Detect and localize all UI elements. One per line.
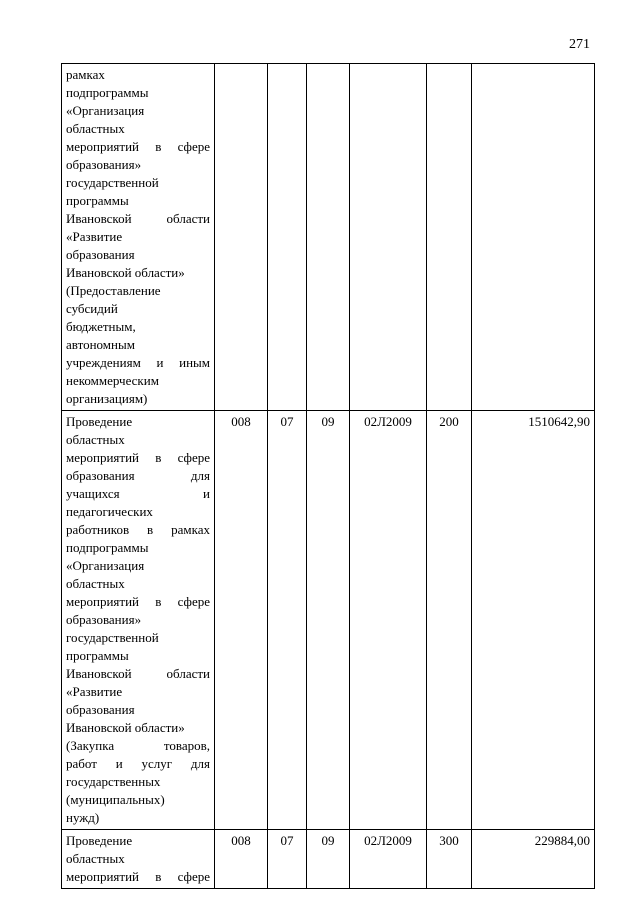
- description-line: Проведение: [66, 833, 133, 848]
- description-line: областных: [66, 121, 125, 136]
- target-article-code: 02Л2009: [350, 411, 427, 830]
- budget-table: [61, 63, 595, 889]
- description-line: учащихся и: [66, 486, 210, 501]
- table-row: [62, 64, 595, 411]
- description-line: государственной: [66, 175, 159, 190]
- description-line: «Организация: [66, 103, 145, 118]
- ministry-code: 008: [215, 411, 268, 830]
- expense-type-code: 300: [427, 830, 472, 889]
- description-line: некоммерческим: [66, 373, 159, 388]
- description-line: образования: [66, 247, 135, 262]
- description-line: Ивановской области: [66, 666, 210, 681]
- section-code: [268, 64, 307, 411]
- description-line: (Закупка товаров,: [66, 738, 210, 753]
- description-line: мероприятий в сфере: [66, 869, 210, 884]
- amount-value: 229884,00: [472, 830, 595, 889]
- description-line: образования»: [66, 612, 142, 627]
- description-line: работников в рамках: [66, 522, 210, 537]
- description-line: учреждениям и иным: [66, 355, 210, 370]
- page-number: 271: [569, 37, 590, 52]
- section-code: 07: [268, 830, 307, 889]
- description-line: программы: [66, 193, 129, 208]
- subsection-code: [307, 64, 350, 411]
- subsection-code: 09: [307, 411, 350, 830]
- description-line: (муниципальных): [66, 792, 165, 807]
- ministry-code: [215, 64, 268, 411]
- description-line: бюджетным,: [66, 319, 136, 334]
- description-line: «Развитие: [66, 229, 123, 244]
- description-line: автономным: [66, 337, 135, 352]
- amount-value: [472, 64, 595, 411]
- description-line: Ивановской области: [66, 211, 210, 226]
- expense-description: [62, 830, 215, 889]
- description-line: мероприятий в сфере: [66, 139, 210, 154]
- description-line: образования для: [66, 468, 210, 483]
- target-article-code: [350, 64, 427, 411]
- description-line: областных: [66, 851, 125, 866]
- description-line: субсидий: [66, 301, 118, 316]
- table-row: [62, 830, 595, 889]
- description-line: Ивановской области»: [66, 265, 185, 280]
- description-line: образования: [66, 702, 135, 717]
- description-line: государственной: [66, 630, 159, 645]
- section-code: 07: [268, 411, 307, 830]
- description-line: подпрограммы: [66, 540, 149, 555]
- ministry-code: 008: [215, 830, 268, 889]
- description-line: программы: [66, 648, 129, 663]
- expense-description: [62, 64, 215, 411]
- expense-type-code: [427, 64, 472, 411]
- target-article-code: 02Л2009: [350, 830, 427, 889]
- expense-type-code: 200: [427, 411, 472, 830]
- description-line: Проведение: [66, 414, 133, 429]
- expense-description: [62, 411, 215, 830]
- description-line: рамках: [66, 67, 105, 82]
- description-line: (Предоставление: [66, 283, 161, 298]
- description-line: государственных: [66, 774, 161, 789]
- amount-value: 1510642,90: [472, 411, 595, 830]
- description-line: областных: [66, 432, 125, 447]
- description-line: образования»: [66, 157, 142, 172]
- description-line: мероприятий в сфере: [66, 450, 210, 465]
- description-line: подпрограммы: [66, 85, 149, 100]
- description-line: организациям): [66, 391, 148, 406]
- description-line: «Организация: [66, 558, 145, 573]
- description-line: «Развитие: [66, 684, 123, 699]
- description-line: нужд): [66, 810, 100, 825]
- description-line: работ и услуг для: [66, 756, 210, 771]
- description-line: Ивановской области»: [66, 720, 185, 735]
- subsection-code: 09: [307, 830, 350, 889]
- description-line: педагогических: [66, 504, 153, 519]
- description-line: областных: [66, 576, 125, 591]
- description-line: мероприятий в сфере: [66, 594, 210, 609]
- table-row: [62, 411, 595, 830]
